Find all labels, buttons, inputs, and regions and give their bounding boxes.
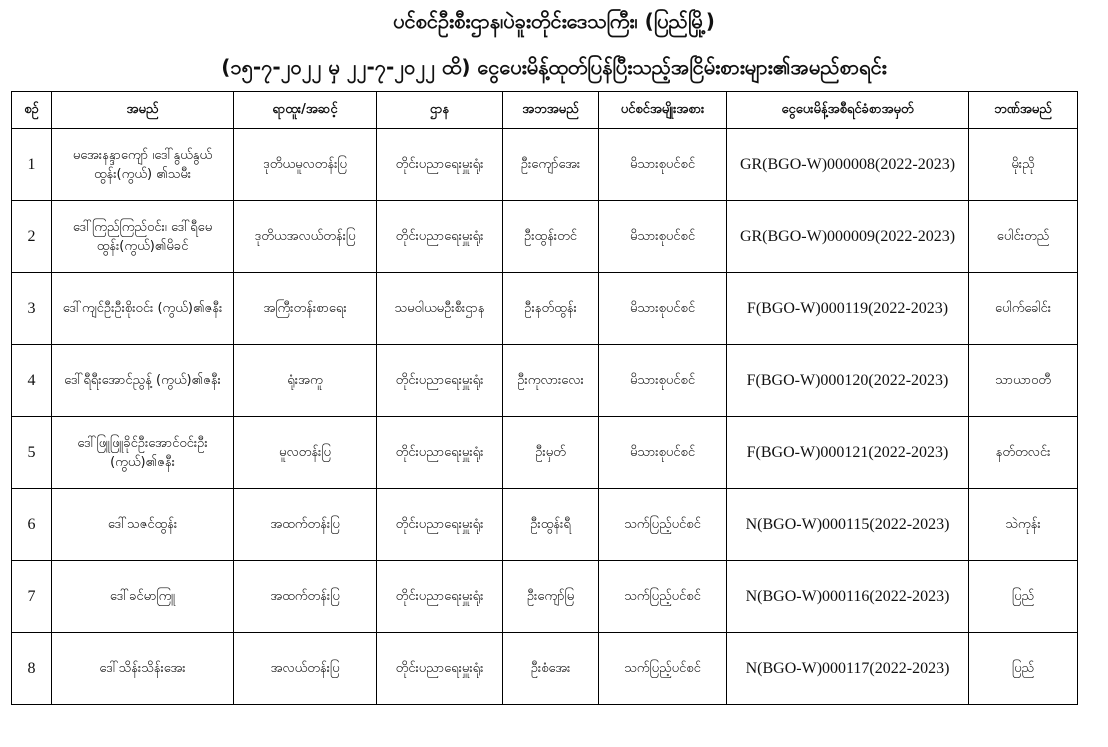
cell-no: 7 <box>12 561 52 633</box>
cell-name: မအေးနန္ဒာကျော် ၊ဒေါ်နွယ်နွယ်ထွန်း(ကွယ်) ၏သမီး <box>52 129 234 201</box>
cell-report-number: N(BGO-W)000116(2022-2023) <box>727 561 969 633</box>
cell-no: 6 <box>12 489 52 561</box>
cell-position: အထက်တန်းပြ <box>234 561 377 633</box>
cell-report-number: N(BGO-W)000117(2022-2023) <box>727 633 969 705</box>
cell-father-name: ဦးမှတ် <box>503 417 599 489</box>
cell-position: ဒုတိယမူလတန်းပြ <box>234 129 377 201</box>
cell-department: တိုင်းပညာရေးမှူးရုံး <box>377 561 503 633</box>
cell-pension-type: မိသားစုပင်စင် <box>599 273 727 345</box>
cell-bank: သဲကုန်း <box>969 489 1078 561</box>
cell-department: တိုင်းပညာရေးမှူးရုံး <box>377 129 503 201</box>
header-bank: ဘဏ်အမည် <box>969 92 1078 129</box>
cell-position: မူလတန်းပြ <box>234 417 377 489</box>
cell-department: တိုင်းပညာရေးမှူးရုံး <box>377 417 503 489</box>
header-department: ဌာန <box>377 92 503 129</box>
cell-report-number: F(BGO-W)000120(2022-2023) <box>727 345 969 417</box>
table-row <box>12 129 1078 201</box>
cell-bank: နတ်တလင်း <box>969 417 1078 489</box>
header-position: ရာထူး/အဆင့် <box>234 92 377 129</box>
cell-no: 1 <box>12 129 52 201</box>
cell-department: တိုင်းပညာရေးမှူးရုံး <box>377 345 503 417</box>
cell-no: 4 <box>12 345 52 417</box>
cell-pension-type: သက်ပြည့်ပင်စင် <box>599 633 727 705</box>
cell-name: ဒေါ်ကျင်ဦးဦးစိုးဝင်း (ကွယ်)၏ဇနီး <box>52 273 234 345</box>
cell-name: ဒေါ်ခင်မာကြူ <box>52 561 234 633</box>
table-row <box>12 489 1078 561</box>
cell-pension-type: သက်ပြည့်ပင်စင် <box>599 489 727 561</box>
cell-bank: ပေါင်းတည် <box>969 201 1078 273</box>
cell-no: 2 <box>12 201 52 273</box>
cell-department: တိုင်းပညာရေးမှူးရုံး <box>377 489 503 561</box>
cell-bank: ပြည် <box>969 561 1078 633</box>
cell-report-number: N(BGO-W)000115(2022-2023) <box>727 489 969 561</box>
cell-department: သမဝါယမဦးစီးဌာန <box>377 273 503 345</box>
cell-father-name: ဦးထွန်းရီ <box>503 489 599 561</box>
header-pension-type: ပင်စင်အမျိုးအစား <box>599 92 727 129</box>
table-row <box>12 273 1078 345</box>
cell-pension-type: မိသားစုပင်စင် <box>599 201 727 273</box>
table-row <box>12 561 1078 633</box>
cell-bank: မိုးညို <box>969 129 1078 201</box>
cell-father-name: ဦးထွန်းတင် <box>503 201 599 273</box>
cell-position: ရုံးအကူ <box>234 345 377 417</box>
cell-department: တိုင်းပညာရေးမှူးရုံး <box>377 633 503 705</box>
table-header-row <box>12 92 1078 129</box>
cell-department: တိုင်းပညာရေးမှူးရုံး <box>377 201 503 273</box>
table-row <box>12 345 1078 417</box>
cell-report-number: F(BGO-W)000119(2022-2023) <box>727 273 969 345</box>
document-subtitle: (၁၅-၇-၂၀၂၂ မှ ၂၂-၇-၂၀၂၂ ထိ) ငွေပေးမိန့်ထုတ်ပြန်ပြီးသည့်အငြိမ်းစားများ၏အမည်စာရင်း <box>221 55 887 79</box>
header-name: အမည် <box>52 92 234 129</box>
cell-report-number: GR(BGO-W)000009(2022-2023) <box>727 201 969 273</box>
cell-no: 8 <box>12 633 52 705</box>
cell-position: ဒုတိယအလယ်တန်းပြ <box>234 201 377 273</box>
cell-bank: သာယာဝတီ <box>969 345 1078 417</box>
cell-name: ဒေါ်သိန်းသိန်းအေး <box>52 633 234 705</box>
cell-pension-type: မိသားစုပင်စင် <box>599 417 727 489</box>
cell-position: အကြီးတန်းစာရေး <box>234 273 377 345</box>
table-row <box>12 417 1078 489</box>
cell-name: ဒေါ်သဇင်ထွန်း <box>52 489 234 561</box>
cell-father-name: ဦးနတ်ထွန်း <box>503 273 599 345</box>
cell-no: 3 <box>12 273 52 345</box>
document-title: ပင်စင်ဦးစီးဌာန၊ပဲခူးတိုင်းဒေသကြီး၊ (ပြည်မြို့) <box>393 9 715 33</box>
header-report-number: ငွေပေးမိန့်အစီရင်ခံစာအမှတ် <box>727 92 969 129</box>
header-no: စဉ် <box>12 92 52 129</box>
header-father-name: အဘအမည် <box>503 92 599 129</box>
cell-position: အထက်တန်းပြ <box>234 489 377 561</box>
cell-bank: ပေါက်ခေါင်း <box>969 273 1078 345</box>
cell-pension-type: မိသားစုပင်စင် <box>599 129 727 201</box>
cell-father-name: ဦးစံအေး <box>503 633 599 705</box>
pensioner-table <box>11 91 1078 705</box>
table-row <box>12 633 1078 705</box>
cell-father-name: ဦးကျော်မြ <box>503 561 599 633</box>
cell-bank: ပြည် <box>969 633 1078 705</box>
cell-name: ဒေါ်ဖြူဖြူခိုင်ဦးအောင်ဝင်းဦး (ကွယ်)၏ဇနီး <box>52 417 234 489</box>
cell-report-number: GR(BGO-W)000008(2022-2023) <box>727 129 969 201</box>
cell-name: ဒေါ်ကြည်ကြည်ဝင်း၊ ဒေါ်ရီမေထွန်း(ကွယ်)၏မိခင် <box>52 201 234 273</box>
cell-no: 5 <box>12 417 52 489</box>
table-row <box>12 201 1078 273</box>
cell-position: အလယ်တန်းပြ <box>234 633 377 705</box>
cell-report-number: F(BGO-W)000121(2022-2023) <box>727 417 969 489</box>
cell-pension-type: သက်ပြည့်ပင်စင် <box>599 561 727 633</box>
cell-name: ဒေါ်ရီရီးအောင်ညွန့် (ကွယ်)၏ဇနီး <box>52 345 234 417</box>
cell-father-name: ဦးကုလားလေး <box>503 345 599 417</box>
cell-pension-type: မိသားစုပင်စင် <box>599 345 727 417</box>
cell-father-name: ဦးကျော်အေး <box>503 129 599 201</box>
